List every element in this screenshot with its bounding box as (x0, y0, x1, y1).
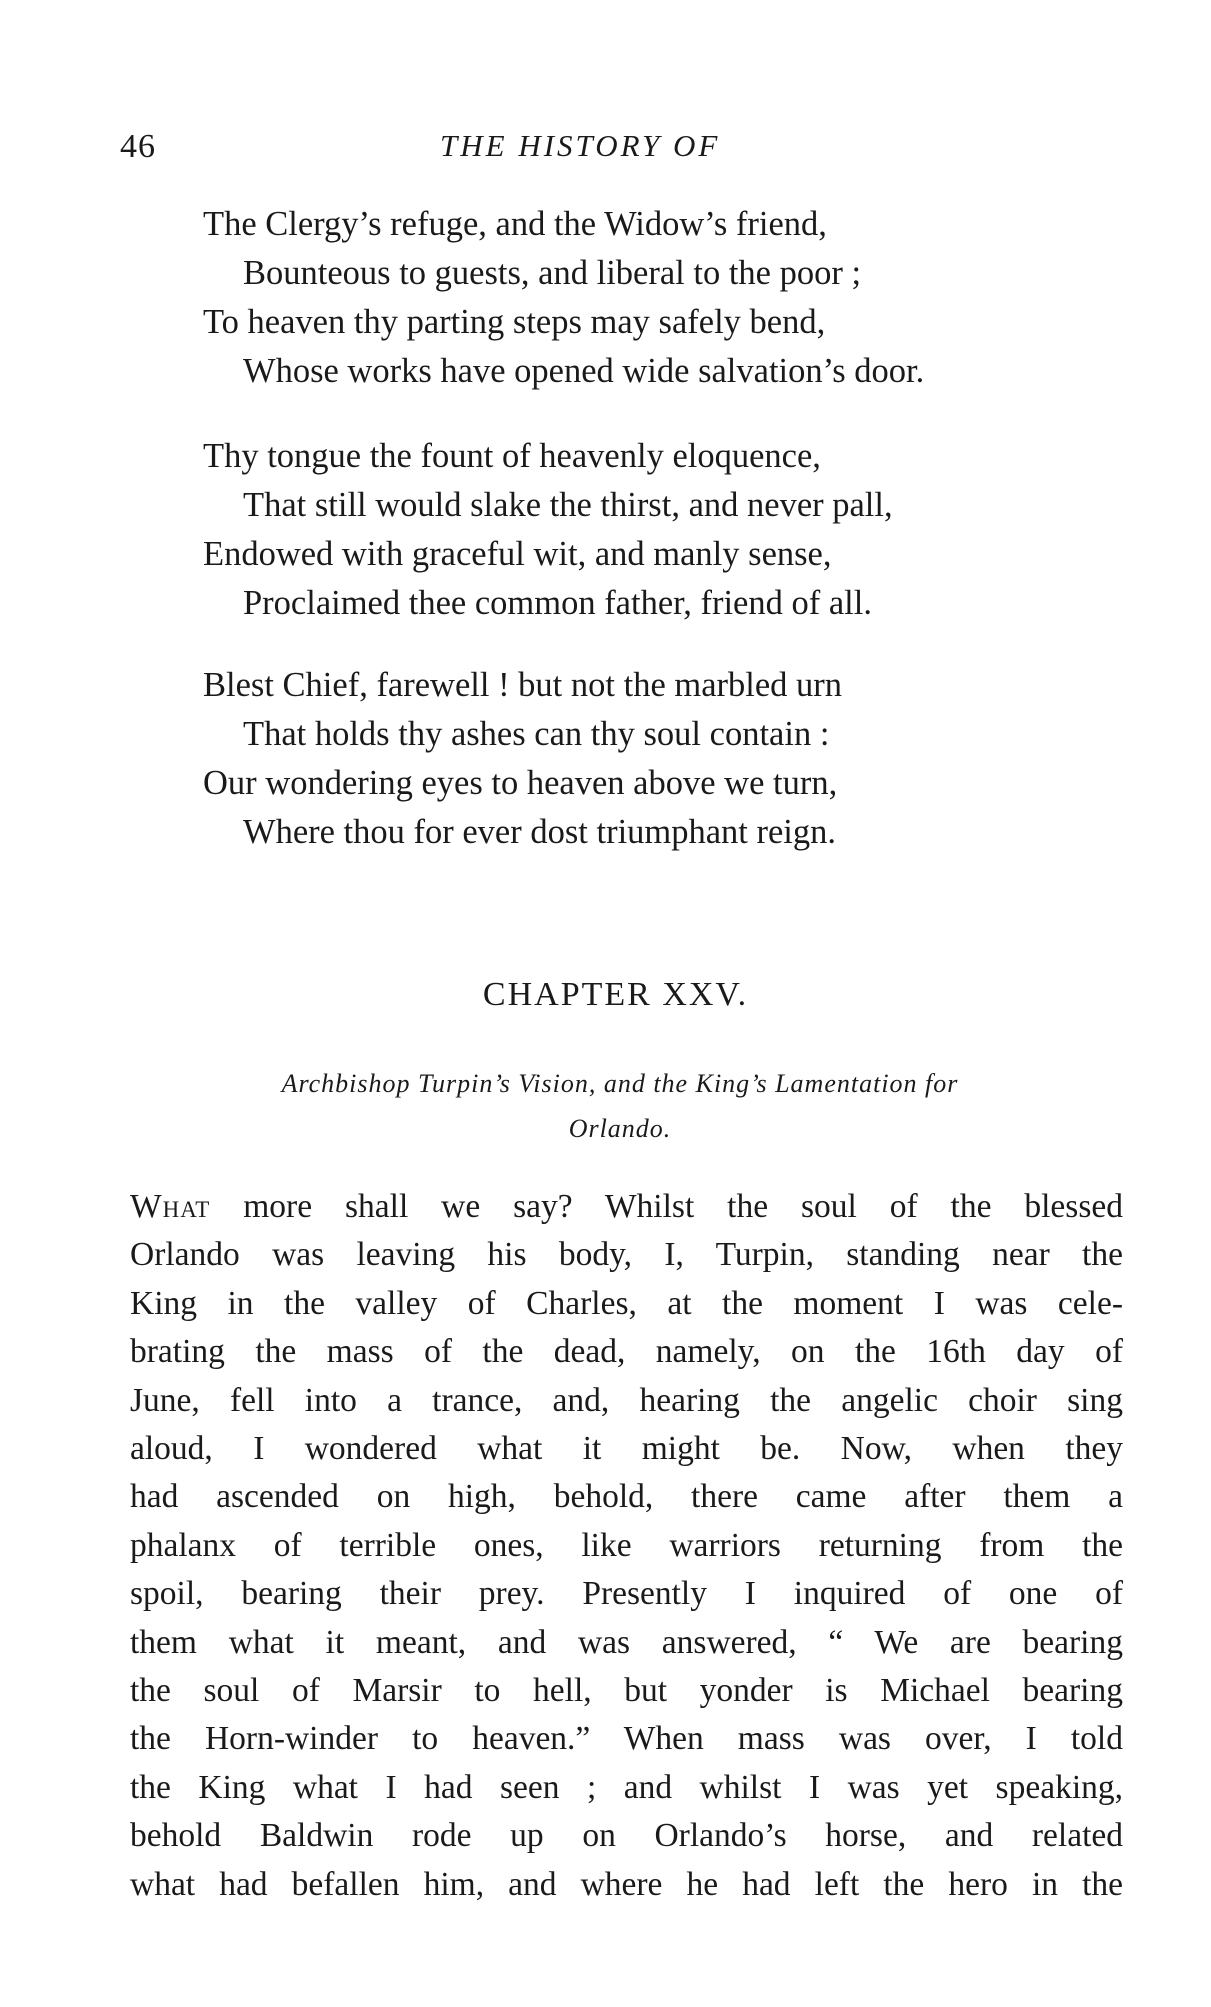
poem-line: Bounteous to guests, and liberal to the poor ; (243, 254, 862, 292)
body-line: King in the valley of Charles, at the moment I was cele- (130, 1284, 1123, 1322)
poem-line: The Clergy’s refuge, and the Widow’s friend, (203, 205, 827, 243)
poem-line: Whose works have opened wide salvation’s door. (243, 352, 925, 390)
poem-line: Thy tongue the fount of heavenly eloquence, (203, 437, 821, 475)
poem-line: Proclaimed thee common father, friend of all. (243, 584, 872, 622)
body-line: brating the mass of the dead, namely, on the 16th day of (130, 1333, 1123, 1371)
body-line: aloud, I wondered what it might be. Now, when they (130, 1430, 1123, 1468)
body-line: Orlando was leaving his body, I, Turpin, standing near the (130, 1236, 1123, 1274)
poem-line: Our wondering eyes to heaven above we turn, (203, 764, 838, 802)
chapter-subtitle-line: Orlando. (568, 1114, 672, 1143)
running-head: THE HISTORY OF (440, 128, 721, 163)
page-header (120, 128, 1120, 178)
poem-line: That still would slake the thirst, and never pall, (243, 486, 893, 524)
chapter-subtitle-line: Archbishop Turpin’s Vision, and the King’s Lamentation for (281, 1069, 959, 1098)
poem-line: Endowed with graceful wit, and manly sense, (203, 535, 832, 573)
chapter-title: CHAPTER XXV. (482, 976, 749, 1013)
body-line (130, 1183, 1123, 1231)
page-number: 46 (120, 128, 156, 165)
body-line: the soul of Marsir to hell, but yonder is Michael bearing (130, 1672, 1123, 1710)
body-line: spoil, bearing their prey. Presently I inquired of one of (130, 1575, 1123, 1613)
body-line: the Horn-winder to heaven.” When mass was over, I told (130, 1720, 1123, 1758)
body-line: June, fell into a trance, and, hearing the angelic choir sing (130, 1381, 1123, 1419)
poem-line: Blest Chief, farewell ! but not the marbled urn (203, 666, 843, 704)
poem-line: To heaven thy parting steps may safely bend, (203, 303, 826, 341)
opening-word: What (130, 1188, 211, 1225)
poem-stanza-1 (203, 200, 1063, 396)
poem-line: Where thou for ever dost triumphant reign. (243, 813, 837, 851)
body-line: them what it meant, and was answered, “ We are bearing (130, 1623, 1123, 1661)
body-line: what had befallen him, and where he had left the hero in the (130, 1865, 1123, 1903)
chapter-subtitle (170, 1061, 1070, 1151)
body-line: the King what I had seen ; and whilst I was yet speaking, (130, 1768, 1123, 1806)
body-paragraph (130, 1183, 1123, 1909)
body-line: phalanx of terrible ones, like warriors returning from the (130, 1526, 1123, 1564)
body-line-text: more shall we say? Whilst the soul of the blessed (210, 1188, 1123, 1225)
body-line: had ascended on high, behold, there came after them a (130, 1478, 1123, 1516)
body-line: behold Baldwin rode up on Orlando’s horse, and related (130, 1817, 1123, 1855)
poem-stanza-3 (203, 661, 1063, 857)
poem-line: That holds thy ashes can thy soul contain : (243, 715, 830, 753)
poem-stanza-2 (203, 432, 1063, 628)
